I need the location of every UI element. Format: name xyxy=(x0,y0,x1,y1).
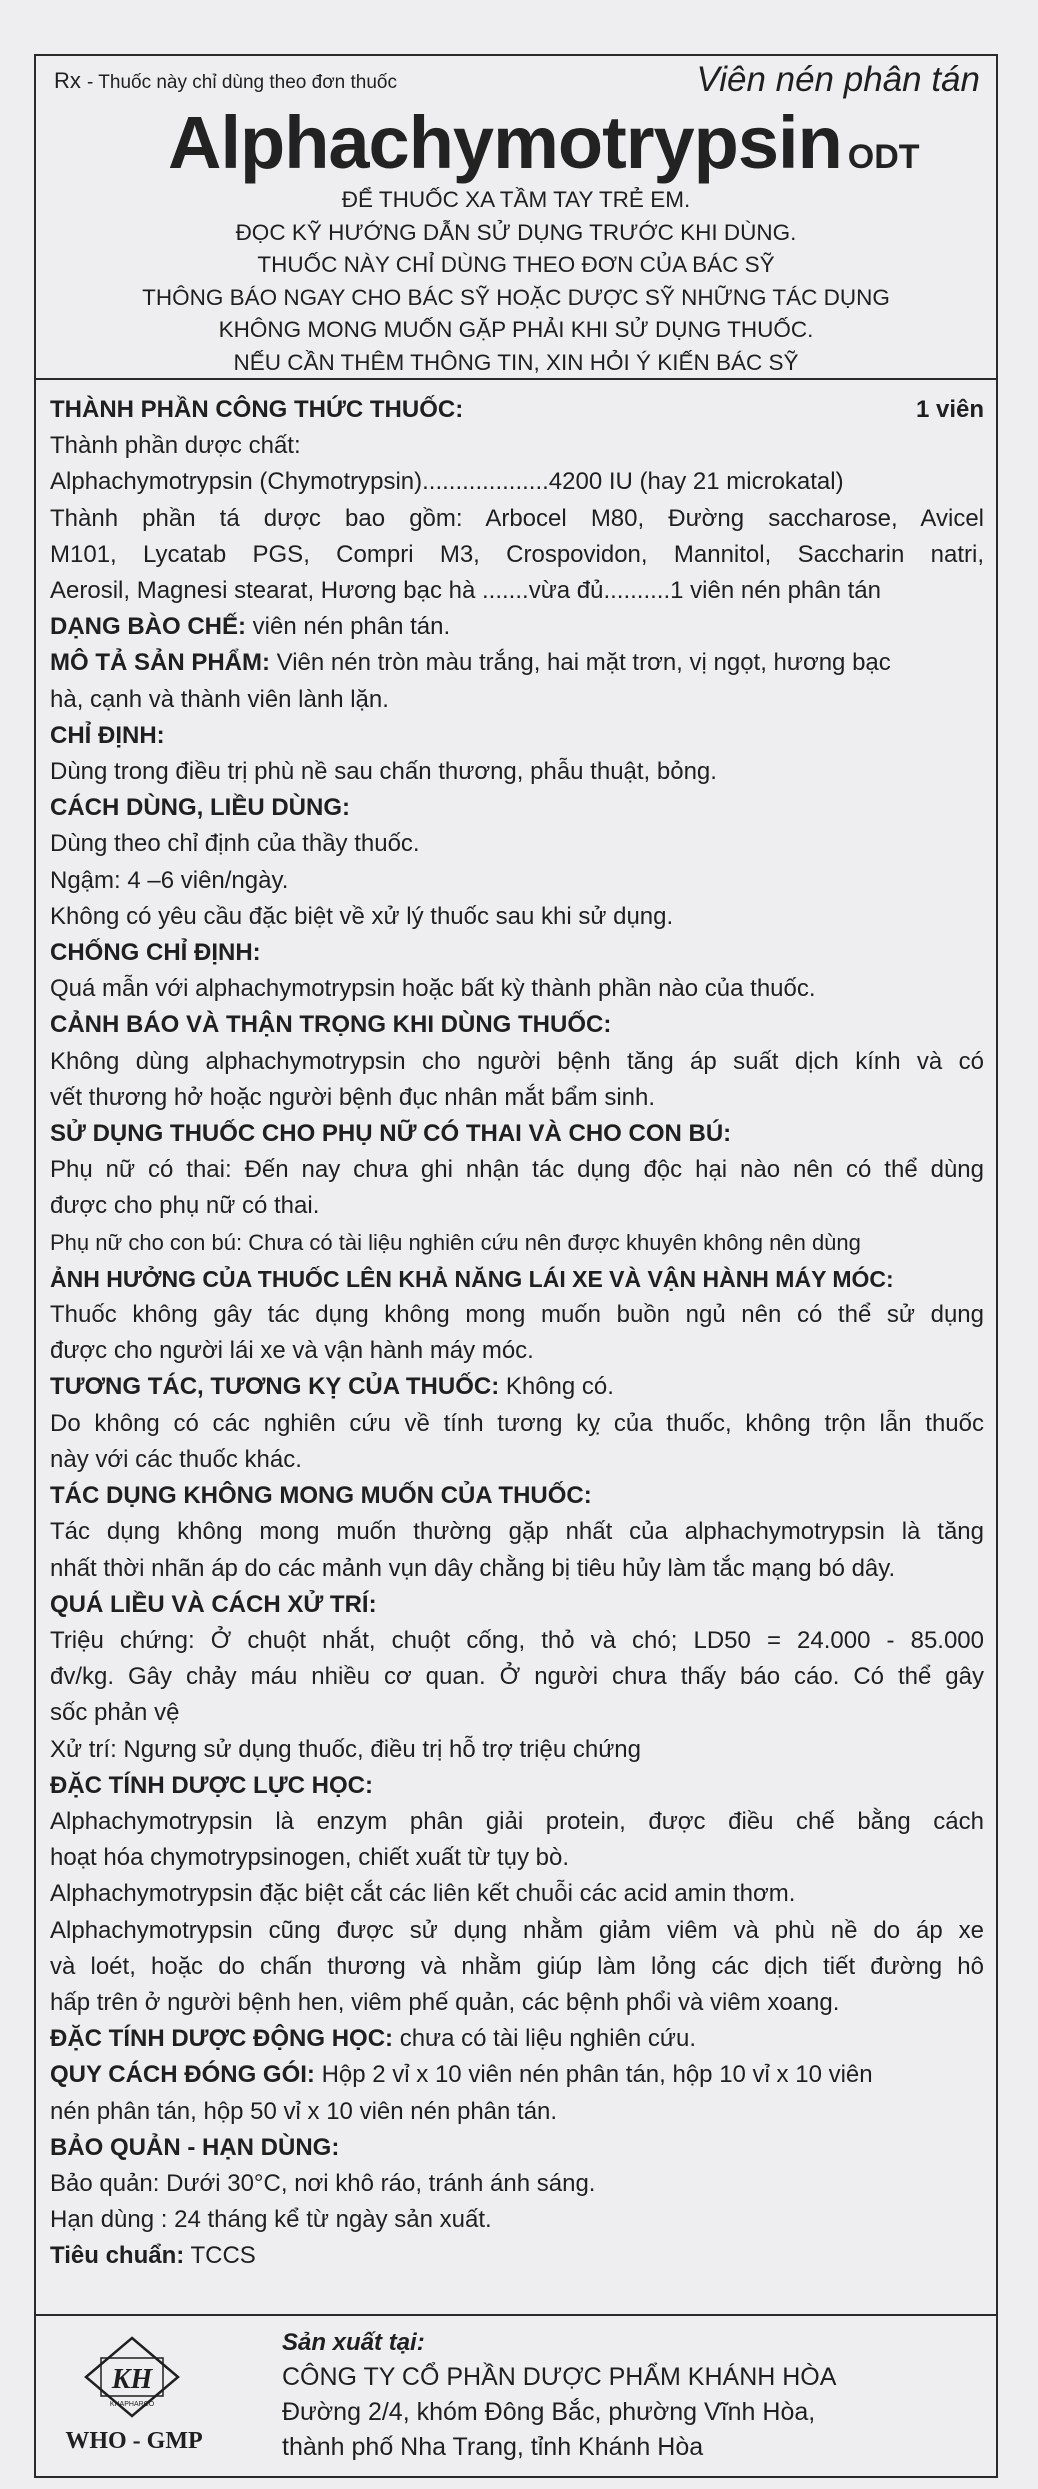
packaging-row xyxy=(50,2057,984,2093)
leaflet-body xyxy=(50,392,984,2275)
description-heading: MÔ TẢ SẢN PHẨM: xyxy=(50,649,270,677)
warnings-precautions-heading: CẢNH BÁO VÀ THẬN TRỌNG KHI DÙNG THUỐC: xyxy=(50,1011,612,1039)
khapharco-logo-icon xyxy=(84,2336,180,2418)
storage-heading: BẢO QUẢN - HẠN DÙNG: xyxy=(50,2133,340,2161)
standard-text: TCCS xyxy=(184,2242,256,2270)
body-line: M101, Lycatab PGS, Compri M3, Crospovidon, Mannitol, Saccharin natri, xyxy=(50,540,984,568)
body-line: và loét, hoặc do chấn thương và nhằm giúp làm lỏng các dịch tiết đường hô xyxy=(50,1952,984,1980)
pharmacokinetics-heading: ĐẶC TÍNH DƯỢC ĐỘNG HỌC: xyxy=(50,2025,394,2053)
made-at-label: Sản xuất tại: xyxy=(282,2329,425,2356)
body-line: nhất thời nhãn áp do các mảnh vụn dây chằng bị tiêu hủy làm tắc mạng bó dây. xyxy=(50,1554,896,1582)
warning-line: ĐỌC KỸ HƯỚNG DẪN SỬ DỤNG TRƯỚC KHI DÙNG. xyxy=(235,219,797,245)
rx-symbol: Rx xyxy=(54,68,81,93)
interactions-heading: TƯƠNG TÁC, TƯƠNG KỴ CỦA THUỐC: xyxy=(50,1373,500,1401)
body-line: Hạn dùng : 24 tháng kể từ ngày sản xuất. xyxy=(50,2206,492,2234)
warning-block xyxy=(36,184,996,379)
body-line: Thành phần tá dược bao gồm: Arbocel M80, Đường saccharose, Avicel xyxy=(50,504,984,532)
warning-line: KHÔNG MONG MUỐN GẶP PHẢI KHI SỬ DỤNG THUỐC. xyxy=(218,317,814,342)
dosage-form-label: Viên nén phân tán xyxy=(696,60,980,99)
pregnancy-heading: SỬ DỤNG THUỐC CHO PHỤ NỮ CÓ THAI VÀ CHO CON BÚ: xyxy=(50,1120,732,1148)
body-line: hoạt hóa chymotrypsinogen, chiết xuất từ tụy bò. xyxy=(50,1844,570,1872)
body-line: hấp trên ở người bệnh hen, viêm phế quản, các bệnh phổi và viêm xoang. xyxy=(50,1988,840,2016)
company-name: CÔNG TY CỔ PHẦN DƯỢC PHẨM KHÁNH HÒA xyxy=(282,2363,837,2391)
overdose-heading: QUÁ LIỀU VÀ CÁCH XỬ TRÍ: xyxy=(50,1590,377,1618)
pharmacodynamics-heading: ĐẶC TÍNH DƯỢC LỰC HỌC: xyxy=(50,1771,373,1799)
brand-suffix: ODT xyxy=(847,138,920,176)
driving-heading: ẢNH HƯỞNG CỦA THUỐC LÊN KHẢ NĂNG LÁI XE VÀ VẬN HÀNH MÁY MÓC: xyxy=(50,1265,894,1292)
body-line: Phụ nữ có thai: Đến nay chưa ghi nhận tác dụng độc hại nào nên có thể dùng xyxy=(50,1156,984,1184)
body-line: Không dùng alphachymotrypsin cho người bệnh tăng áp suất dịch kính và có xyxy=(50,1047,984,1075)
body-line: Phụ nữ cho con bú: Chưa có tài liệu nghiên cứu nên được khuyên không nên dùng xyxy=(50,1229,861,1255)
body-line: hà, cạnh và thành viên lành lặn. xyxy=(50,685,389,713)
warning-line: THÔNG BÁO NGAY CHO BÁC SỸ HOẶC DƯỢC SỸ NHỮNG TÁC DỤNG xyxy=(142,284,890,310)
manufacturer-block xyxy=(282,2326,836,2465)
body-line: Bảo quản: Dưới 30°C, nơi khô ráo, tránh ánh sáng. xyxy=(50,2169,596,2197)
logo-text: KH xyxy=(111,2364,153,2395)
warning-line: NẾU CẦN THÊM THÔNG TIN, XIN HỎI Ý KIẾN BÁC SỸ xyxy=(233,349,799,375)
dosage-heading: CÁCH DÙNG, LIỀU DÙNG: xyxy=(50,794,350,822)
adverse-heading: TÁC DỤNG KHÔNG MONG MUỐN CỦA THUỐC: xyxy=(50,1482,592,1510)
address-line: thành phố Nha Trang, tỉnh Khánh Hòa xyxy=(282,2433,704,2461)
composition-unit: 1 viên xyxy=(915,396,984,423)
body-line: Không có yêu cầu đặc biệt về xử lý thuốc sau khi sử dụng. xyxy=(50,902,674,930)
description-text: Viên nén tròn màu trắng, hai mặt trơn, vị ngọt, hương bạc xyxy=(269,649,891,677)
body-line: Thành phần dược chất: xyxy=(50,432,301,460)
interactions-row xyxy=(50,1369,984,1405)
body-line: Ngậm: 4 –6 viên/ngày. xyxy=(50,866,289,894)
body-line: Alphachymotrypsin (Chymotrypsin)...................4200 IU (hay 21 microkatal) xyxy=(50,468,844,496)
body-line: Thuốc không gây tác dụng không mong muốn buồn ngủ nên có thể sử dụng xyxy=(50,1301,984,1329)
body-line: đv/kg. Gây chảy máu nhiều cơ quan. Ở người chưa thấy báo cáo. Có thể gây xyxy=(50,1663,984,1691)
body-line: được cho người lái xe và vận hành máy móc. xyxy=(50,1337,534,1365)
standard-heading: Tiêu chuẩn: xyxy=(50,2242,185,2270)
body-line: nén phân tán, hộp 50 vỉ x 10 viên nén phân tán. xyxy=(50,2097,558,2125)
rx-note: - Thuốc này chỉ dùng theo đơn thuốc xyxy=(87,72,397,93)
composition-header-row xyxy=(50,392,984,428)
leaflet-header xyxy=(36,56,996,380)
body-line: Quá mẫn với alphachymotrypsin hoặc bất kỳ thành phần nào của thuốc. xyxy=(50,975,816,1003)
packaging-text: Hộp 2 vỉ x 10 viên nén phân tán, hộp 10 vỉ x 10 viên xyxy=(314,2061,873,2089)
leaflet-footer xyxy=(36,2314,996,2478)
contraindications-heading: CHỐNG CHỈ ĐỊNH: xyxy=(50,939,261,967)
packaging-heading: QUY CÁCH ĐÓNG GÓI: xyxy=(50,2061,315,2089)
standard-row xyxy=(50,2238,984,2274)
warning-line: ĐỂ THUỐC XA TẦM TAY TRẺ EM. xyxy=(341,187,691,212)
logo-caption: KHAPHARCO xyxy=(109,2401,155,2408)
brand-text: Alphachymotrypsin xyxy=(168,101,842,184)
body-line: này với các thuốc khác. xyxy=(50,1445,302,1473)
address-line: Đường 2/4, khóm Đông Bắc, phường Vĩnh Hòa, xyxy=(282,2398,816,2426)
body-line: Tác dụng không mong muốn thường gặp nhất của alphachymotrypsin là tăng xyxy=(50,1518,984,1546)
body-line: Alphachymotrypsin cũng được sử dụng nhằm giảm viêm và phù nề do áp xe xyxy=(50,1916,984,1944)
body-line: Dùng theo chỉ định của thầy thuốc. xyxy=(50,830,420,858)
body-line: Dùng trong điều trị phù nề sau chấn thương, phẫu thuật, bỏng. xyxy=(50,758,717,786)
indications-heading: CHỈ ĐỊNH: xyxy=(50,721,165,749)
body-line: Alphachymotrypsin đặc biệt cắt các liên kết chuỗi các acid amin thơm. xyxy=(50,1880,796,1908)
form-text: viên nén phân tán. xyxy=(246,613,451,641)
body-line: được cho phụ nữ có thai. xyxy=(50,1192,320,1220)
rx-label xyxy=(54,68,397,94)
body-line: Xử trí: Ngưng sử dụng thuốc, điều trị hỗ trợ triệu chứng xyxy=(50,1735,641,1763)
body-line: Triệu chứng: Ở chuột nhắt, chuột cống, thỏ và chó; LD50 = 24.000 - 85.000 xyxy=(50,1626,984,1654)
leaflet-frame xyxy=(34,54,998,2478)
form-row xyxy=(50,609,984,645)
body-line: vết thương hở hoặc người bệnh đục nhân mắt bẩm sinh. xyxy=(50,1083,656,1111)
who-gmp-label: WHO - GMP xyxy=(65,2428,203,2454)
warning-line: THUỐC NÀY CHỈ DÙNG THEO ĐƠN CỦA BÁC SỸ xyxy=(257,252,775,277)
pharmacokinetics-text: chưa có tài liệu nghiên cứu. xyxy=(393,2025,697,2053)
body-line: Alphachymotrypsin là enzym phân giải protein, được điều chế bằng cách xyxy=(50,1807,984,1835)
form-heading: DẠNG BÀO CHẾ: xyxy=(50,613,246,641)
body-line: Aerosil, Magnesi stearat, Hương bạc hà .......vừa đủ..........1 viên nén phân tán xyxy=(50,577,881,605)
body-line: Do không có các nghiên cứu về tính tương kỵ của thuốc, không trộn lẫn thuốc xyxy=(50,1409,984,1437)
description-row xyxy=(50,645,984,681)
composition-heading: THÀNH PHẦN CÔNG THỨC THUỐC: xyxy=(50,396,464,423)
interactions-text: Không có. xyxy=(499,1373,614,1401)
body-line: sốc phản vệ xyxy=(50,1699,180,1727)
pharmacokinetics-row xyxy=(50,2021,984,2057)
